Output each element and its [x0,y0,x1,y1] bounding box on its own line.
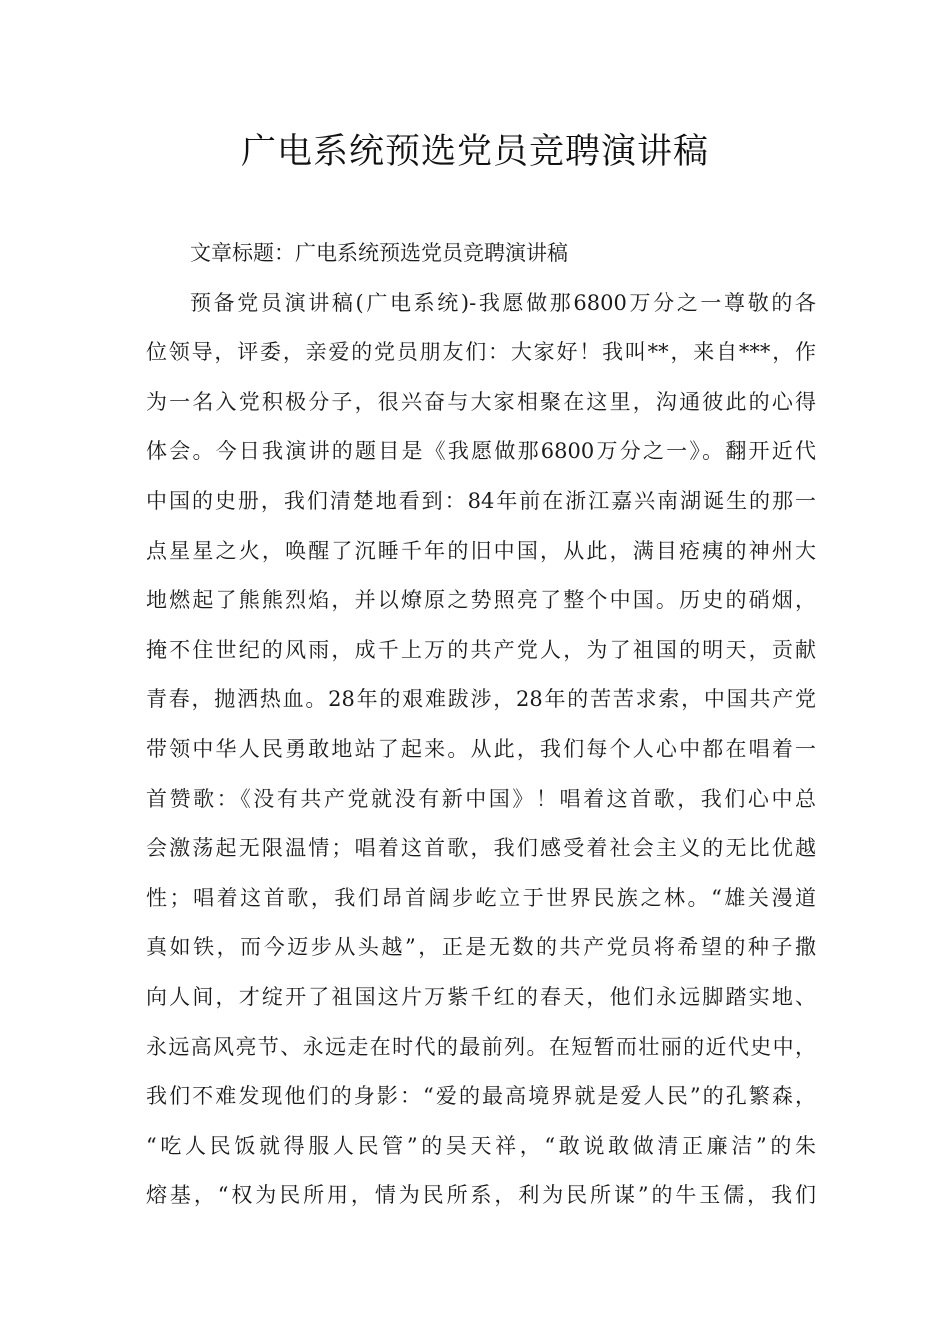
paragraph-line: 真如铁，而今迈步从头越”，正是无数的共产党员将希望的种子撒 [146,935,816,960]
paragraph-line: 向人间，才绽开了祖国这片万紫千红的春天，他们永远脚踏实地、 [146,984,816,1009]
paragraph-line: 点星星之火，唤醒了沉睡千年的旧中国，从此，满目疮痍的神州大 [146,538,816,563]
article-title-line: 文章标题：广电系统预选党员竞聘演讲稿 [190,241,568,265]
paragraph-line: 熔基，“权为民所用，情为民所系，利为民所谋”的牛玉儒，我们 [146,1183,816,1208]
paragraph-line: “吃人民饭就得服人民管”的吴天祥，“敢说敢做清正廉洁”的朱 [146,1133,816,1158]
paragraph-line: 性；唱着这首歌，我们昂首阔步屹立于世界民族之林。“雄关漫道 [146,885,816,910]
document-title: 广电系统预选党员竞聘演讲稿 [240,132,709,172]
paragraph-line: 首赞歌：《没有共产党就没有新中国》！唱着这首歌，我们心中总 [146,786,816,811]
document-body [146,229,816,1221]
paragraph-line: 位领导，评委，亲爱的党员朋友们：大家好！我叫**，来自***，作 [146,340,816,365]
paragraph-line: 我们不难发现他们的身影：“爱的最高境界就是爱人民”的孔繁森， [146,1084,816,1109]
paragraph-line: 地燃起了熊熊烈焰，并以燎原之势照亮了整个中国。历史的硝烟， [146,588,816,613]
paragraph-line: 预备党员演讲稿(广电系统)-我愿做那6800万分之一尊敬的各 [190,290,816,315]
paragraph-line: 掩不住世纪的风雨，成千上万的共产党人，为了祖国的明天，贡献 [146,637,816,662]
paragraph-line: 体会。今日我演讲的题目是《我愿做那6800万分之一》。翻开近代 [146,439,816,464]
paragraph-line: 永远高风亮节、永远走在时代的最前列。在短暂而壮丽的近代史中， [146,1034,816,1059]
paragraph-line: 带领中华人民勇敢地站了起来。从此，我们每个人心中都在唱着一 [146,736,816,761]
paragraph-line: 中国的史册，我们清楚地看到：84年前在浙江嘉兴南湖诞生的那一 [146,488,816,513]
paragraph-line: 青春，抛洒热血。28年的艰难跋涉，28年的苦苦求索，中国共产党 [146,687,816,712]
paragraph-line: 为一名入党积极分子，很兴奋与大家相聚在这里，沟通彼此的心得 [146,389,816,414]
paragraph-line: 会激荡起无限温情；唱着这首歌，我们感受着社会主义的无比优越 [146,836,816,861]
